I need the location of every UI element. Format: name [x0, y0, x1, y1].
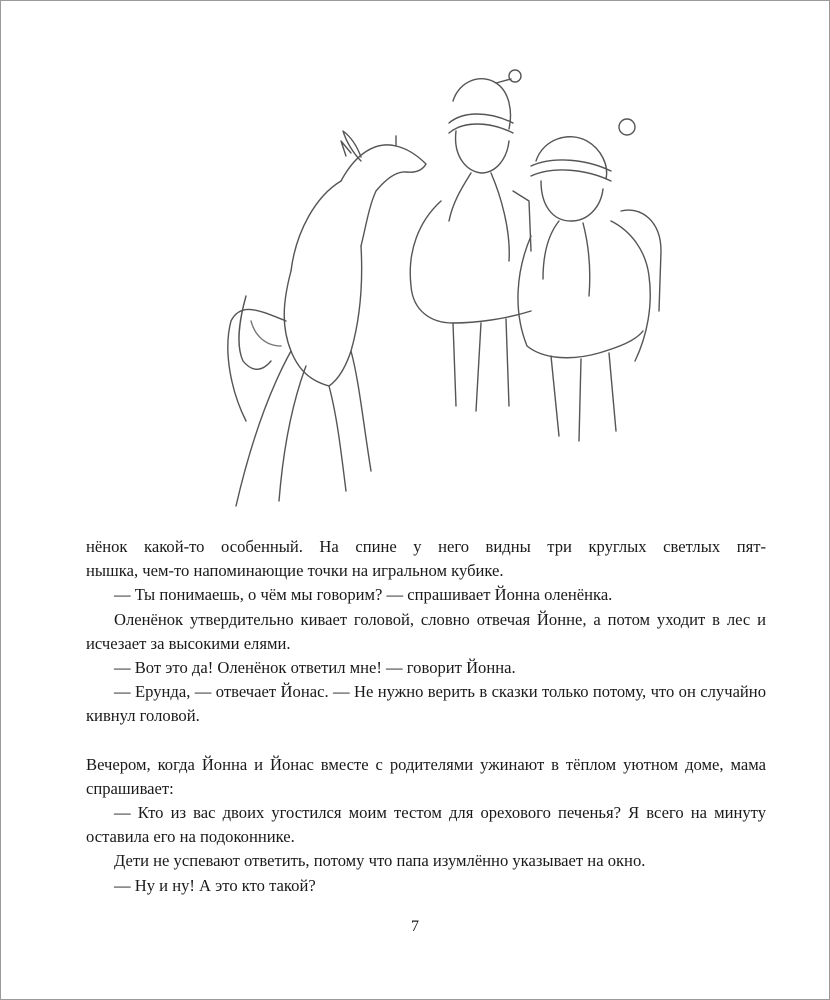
page-text: [86, 535, 766, 898]
illustration-fawn-and-children: [191, 61, 681, 526]
paragraph: нышка, чем-то напоминающие точки на игральном кубике.: [86, 561, 504, 581]
section-gap: [86, 729, 766, 753]
paragraph: Оленёнок утвердительно кивает головой, словно отвечая Йонне, а потом уходит в лес и исчезает за высокими елями.: [86, 609, 766, 653]
paragraph: — Вот это да! Оленёнок ответил мне! — говорит Йонна.: [114, 658, 516, 678]
paragraph: — Кто из вас двоих угостился моим тестом для орехового печенья? Я всего на минуту оставила его на подоконнике.: [86, 803, 766, 847]
fawn-drawing: [228, 131, 426, 506]
child-right-drawing: [518, 119, 661, 441]
paragraph: — Ерунда, — отвечает Йонас. — Не нужно верить в сказки только потому, что он случайно кивнул головой.: [86, 682, 766, 726]
paragraph: — Ну и ну! А это кто такой?: [114, 875, 316, 895]
paragraph: Вечером, когда Йонна и Йонас вместе с родителями ужинают в тёплом уютном доме, мама спрашивает:: [86, 754, 766, 798]
paragraph: Дети не успевают ответить, потому что папа изумлённо указывает на окно.: [114, 851, 646, 871]
page-number: 7: [411, 918, 419, 935]
child-left-drawing: [410, 70, 531, 411]
paragraph: нёнок какой-то особенный. На спине у него видны три круглых светлых пят-: [86, 537, 766, 556]
paragraph: — Ты понимаешь, о чём мы говорим? — спрашивает Йонна оленёнка.: [114, 585, 613, 605]
